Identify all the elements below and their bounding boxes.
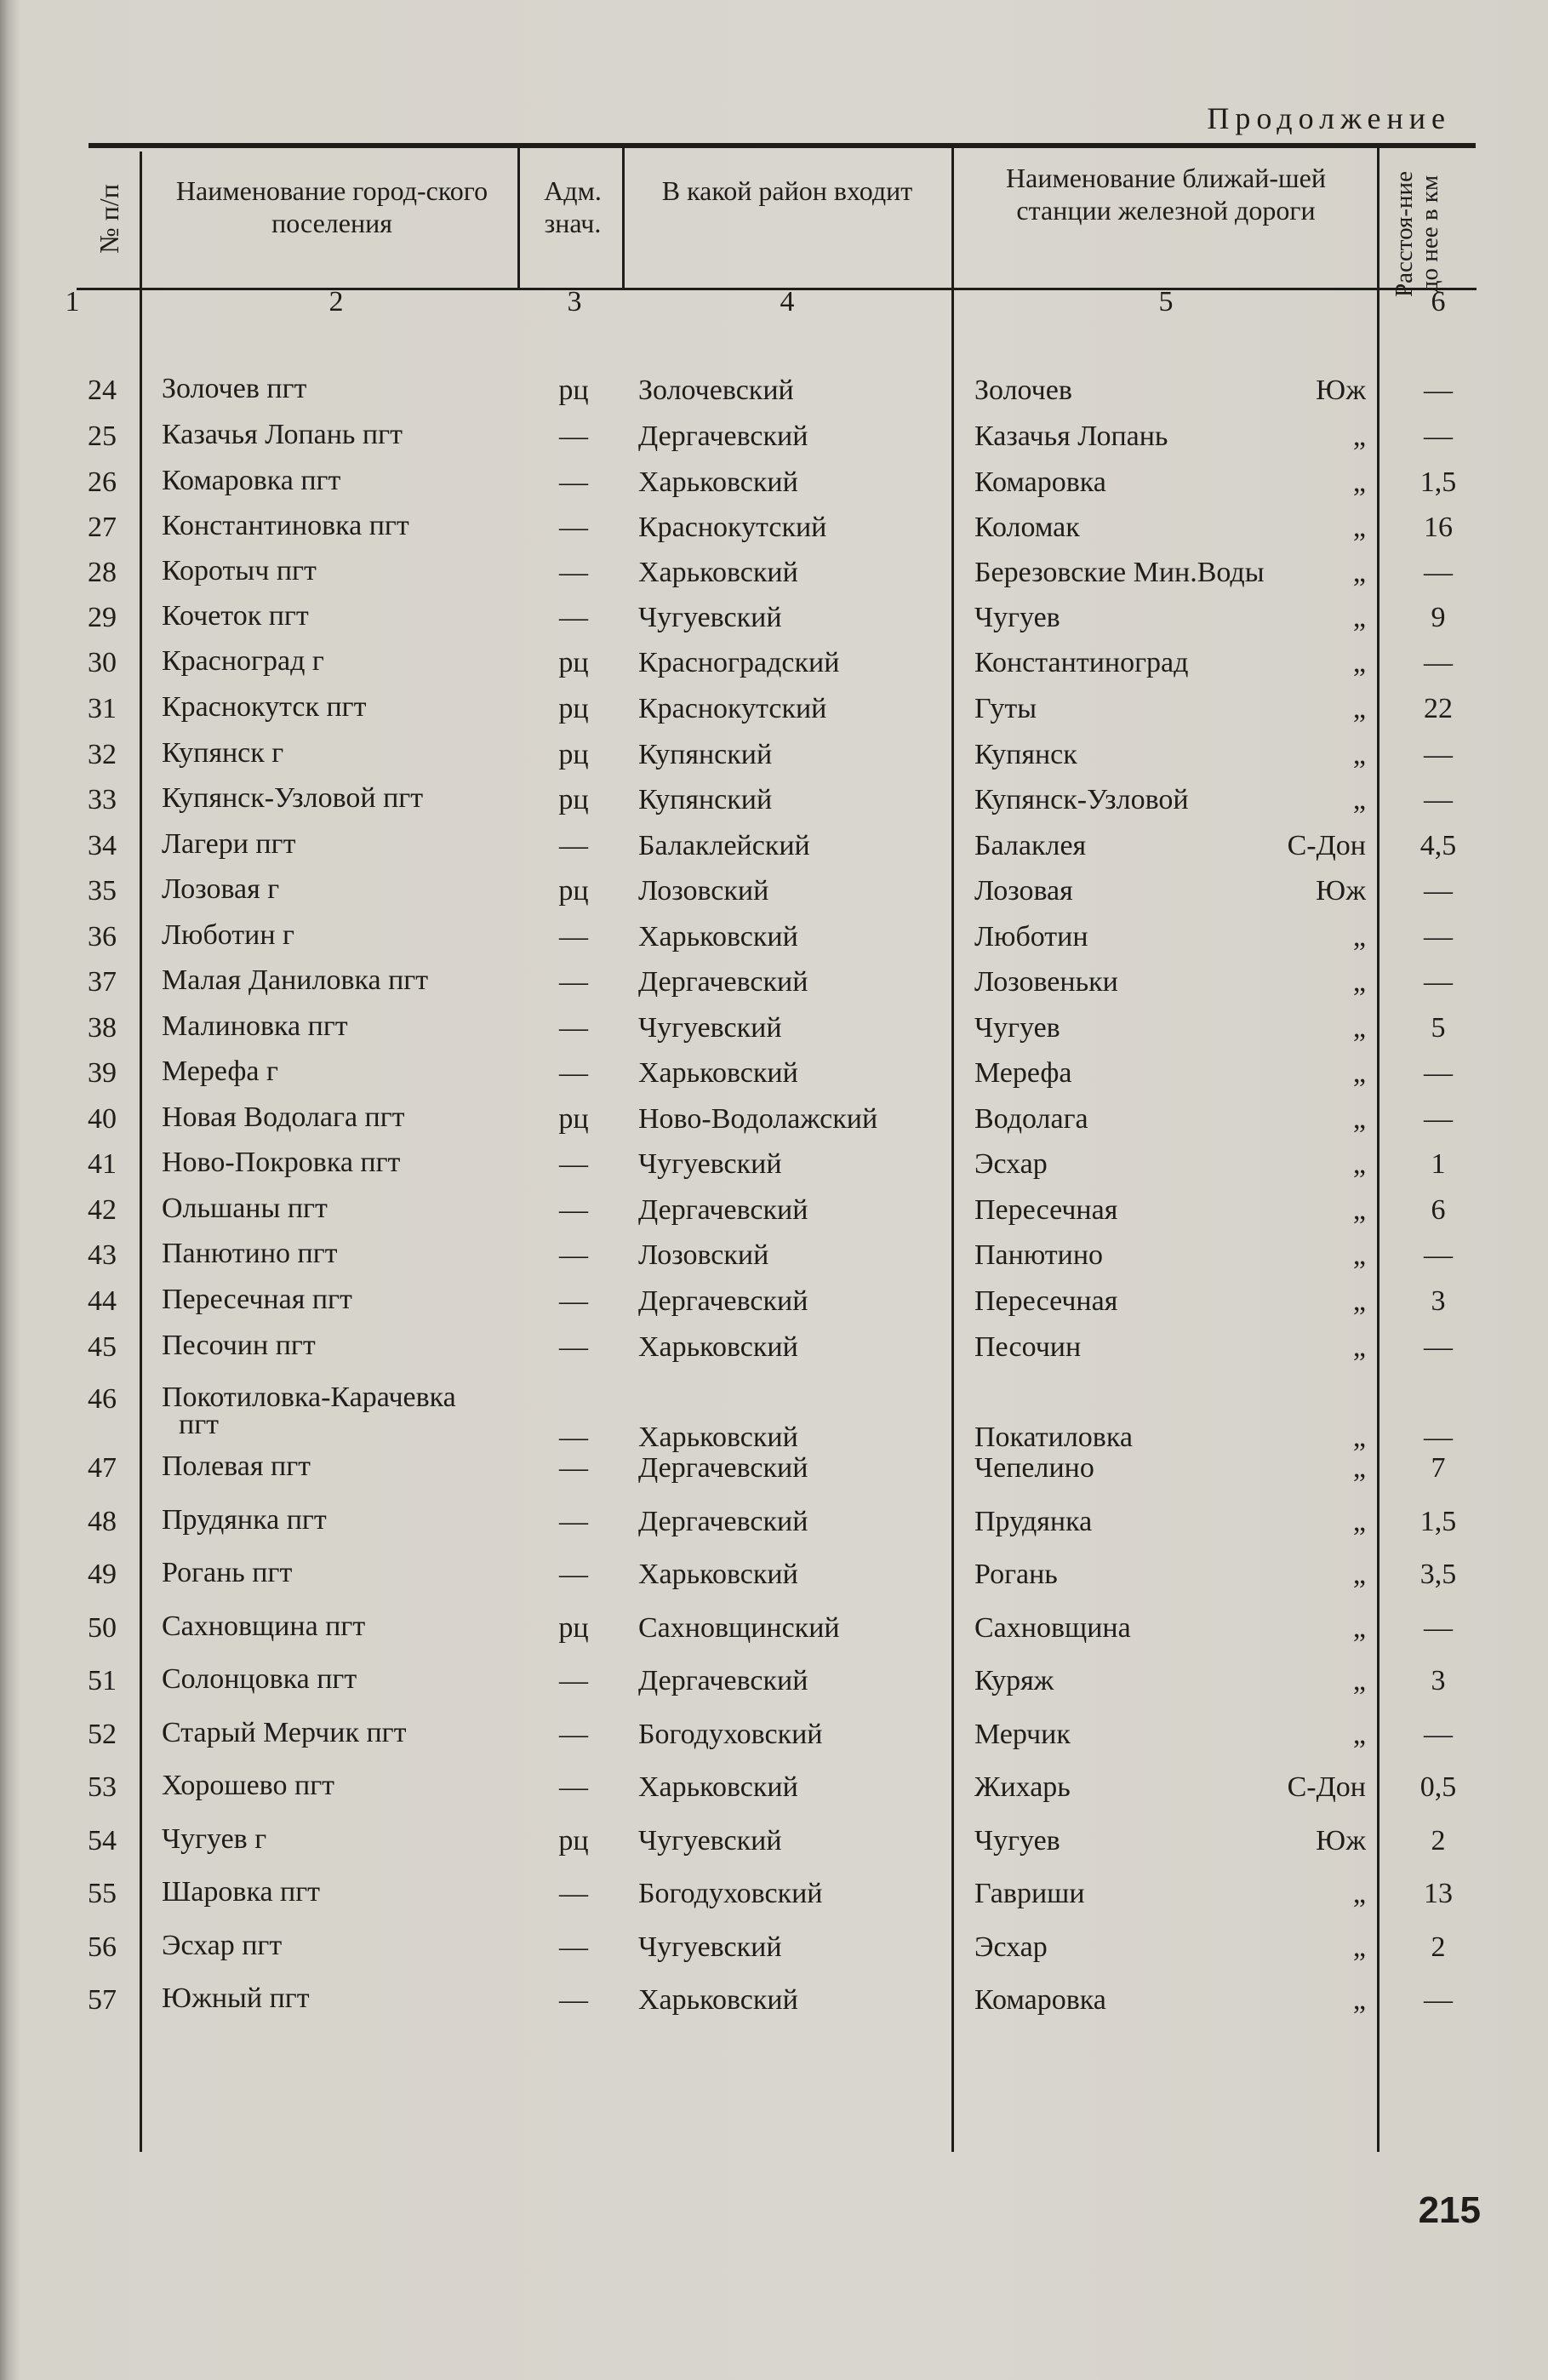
- railway-station: Пересечная: [974, 1194, 1118, 1226]
- administrative-status: —: [559, 1285, 588, 1317]
- railway-line: „: [1352, 1422, 1366, 1453]
- railway-station: Чепелино: [974, 1452, 1094, 1484]
- row-number: 25: [88, 421, 117, 452]
- row-number: 49: [88, 1559, 117, 1590]
- district-name: Харьковский: [638, 1771, 798, 1803]
- railway-station: Комаровка: [974, 1984, 1106, 2016]
- railway-line: „: [1352, 693, 1366, 724]
- settlement-name: Константиновка пгт: [162, 510, 409, 541]
- administrative-status: —: [559, 421, 588, 452]
- distance-km: 2: [1431, 1825, 1446, 1857]
- railway-line: „: [1352, 1506, 1366, 1537]
- railway-line: „: [1352, 1452, 1366, 1484]
- railway-line: Юж: [1316, 375, 1366, 406]
- railway-station: Казачья Лопань: [974, 421, 1168, 452]
- railway-station: Песочин: [974, 1331, 1082, 1363]
- settlement-name: Кочеток пгт: [162, 600, 309, 632]
- administrative-status: рц: [558, 875, 589, 907]
- district-name: Дергачевский: [638, 1285, 808, 1317]
- distance-km: 2: [1431, 1931, 1446, 1963]
- railway-station: Золочев: [974, 375, 1072, 406]
- distance-km: —: [1424, 1103, 1453, 1135]
- district-name: Дергачевский: [638, 1506, 808, 1537]
- administrative-status: рц: [558, 1612, 589, 1644]
- distance-km: —: [1424, 739, 1453, 770]
- district-name: Харьковский: [638, 1984, 798, 2016]
- row-number: 52: [88, 1719, 117, 1750]
- railway-line: С-Дон: [1287, 1771, 1366, 1803]
- settlement-name: Ольшаны пгт: [162, 1193, 328, 1224]
- district-name: Лозовский: [638, 875, 769, 907]
- railway-line: „: [1352, 1194, 1366, 1226]
- administrative-status: рц: [558, 784, 589, 815]
- district-name: Лозовский: [638, 1239, 769, 1271]
- settlement-name: Мерефа г: [162, 1056, 278, 1087]
- railway-line: „: [1352, 647, 1366, 678]
- row-number: 39: [88, 1057, 117, 1089]
- railway-line: „: [1352, 557, 1366, 588]
- railway-line: „: [1352, 1103, 1366, 1135]
- distance-km: —: [1424, 375, 1453, 406]
- row-number: 55: [88, 1878, 117, 1909]
- settlement-name: Лагери пгт: [162, 828, 296, 860]
- district-name: Богодуховский: [638, 1719, 823, 1750]
- settlement-name: Старый Мерчик пгт: [162, 1717, 407, 1748]
- administrative-status: —: [559, 466, 588, 498]
- district-name: Балаклейский: [638, 830, 810, 861]
- settlement-name: Панютино пгт: [162, 1238, 338, 1269]
- administrative-status: —: [559, 1719, 588, 1750]
- settlement-name: Малиновка пгт: [162, 1010, 348, 1042]
- district-name: Харьковский: [638, 1422, 798, 1453]
- administrative-status: —: [559, 1984, 588, 2016]
- railway-line: „: [1352, 1285, 1366, 1317]
- railway-station: Гавриши: [974, 1878, 1085, 1909]
- administrative-status: рц: [558, 647, 589, 678]
- district-name: Чугуевский: [638, 1825, 782, 1857]
- railway-station: Балаклея: [974, 830, 1087, 861]
- administrative-status: —: [559, 1771, 588, 1803]
- railway-line: „: [1352, 1612, 1366, 1644]
- distance-km: —: [1424, 647, 1453, 678]
- administrative-status: рц: [558, 739, 589, 770]
- settlement-name: Покотиловка-Карачевка: [162, 1382, 456, 1413]
- settlement-name: Шаровка пгт: [162, 1876, 321, 1908]
- row-number: 46: [88, 1383, 117, 1415]
- railway-line: „: [1352, 466, 1366, 498]
- row-number: 53: [88, 1771, 117, 1803]
- railway-station: Куряж: [974, 1665, 1054, 1696]
- railway-station: Комаровка: [974, 466, 1106, 498]
- distance-km: 3: [1431, 1285, 1446, 1317]
- distance-km: —: [1424, 1612, 1453, 1644]
- settlement-name: Коротыч пгт: [162, 555, 317, 586]
- distance-km: —: [1424, 921, 1453, 953]
- settlement-name: Казачья Лопань пгт: [162, 419, 403, 450]
- settlement-name: Прудянка пгт: [162, 1504, 327, 1536]
- railway-station: Эсхар: [974, 1148, 1048, 1180]
- railway-station: Купянск-Узловой: [974, 784, 1189, 815]
- distance-km: 3,5: [1419, 1559, 1457, 1590]
- administrative-status: —: [559, 1878, 588, 1909]
- district-name: Дергачевский: [638, 1665, 808, 1696]
- continuation-label: Продолжение: [1207, 101, 1451, 135]
- administrative-status: —: [559, 1012, 588, 1044]
- row-number: 28: [88, 557, 117, 588]
- district-name: Харьковский: [638, 921, 798, 953]
- railway-station: Чугуев: [974, 1012, 1060, 1044]
- row-number: 42: [88, 1194, 117, 1226]
- administrative-status: —: [559, 602, 588, 633]
- distance-km: —: [1424, 1422, 1453, 1453]
- district-name: Чугуевский: [638, 1148, 782, 1180]
- railway-station: Березовские Мин.Воды: [974, 557, 1265, 588]
- railway-line: „: [1352, 1331, 1366, 1363]
- administrative-status: —: [559, 1559, 588, 1590]
- administrative-status: —: [559, 1148, 588, 1180]
- administrative-status: —: [559, 921, 588, 953]
- row-number: 37: [88, 966, 117, 998]
- settlement-name: Малая Даниловка пгт: [162, 964, 429, 996]
- distance-km: —: [1424, 1719, 1453, 1750]
- railway-station: Люботин: [974, 921, 1088, 953]
- railway-line: Юж: [1316, 875, 1366, 907]
- administrative-status: —: [559, 1331, 588, 1363]
- administrative-status: —: [559, 1194, 588, 1226]
- railway-station: Мерчик: [974, 1719, 1071, 1750]
- row-number: 32: [88, 739, 117, 770]
- administrative-status: рц: [558, 375, 589, 406]
- column-number-3: 3: [567, 286, 582, 318]
- distance-km: 4,5: [1419, 830, 1457, 861]
- header-col1: № п/п: [94, 184, 124, 254]
- district-name: Ново-Водолажский: [638, 1103, 878, 1135]
- railway-line: „: [1352, 421, 1366, 452]
- district-name: Золочевский: [638, 375, 794, 406]
- district-name: Красноградский: [638, 647, 840, 678]
- row-number: 54: [88, 1825, 117, 1857]
- district-name: Чугуевский: [638, 1012, 782, 1044]
- district-name: Дергачевский: [638, 1452, 808, 1484]
- settlement-name: Краснокутск пгт: [162, 691, 367, 723]
- row-number: 43: [88, 1239, 117, 1271]
- administrative-status: рц: [558, 693, 589, 724]
- header-col5: Наименование ближай-шей станции железной дороги: [1006, 163, 1326, 226]
- district-name: Дергачевский: [638, 1194, 808, 1226]
- railway-station: Пересечная: [974, 1285, 1118, 1317]
- district-name: Харьковский: [638, 1057, 798, 1089]
- row-number: 51: [88, 1665, 117, 1696]
- railway-line: „: [1352, 1931, 1366, 1963]
- railway-line: „: [1352, 1878, 1366, 1909]
- column-divider-1: [140, 152, 142, 2152]
- railway-line: „: [1352, 512, 1366, 543]
- settlement-name: Золочев пгт: [162, 373, 307, 404]
- railway-station: Прудянка: [974, 1506, 1093, 1537]
- settlement-name: Южный пгт: [162, 1982, 310, 2014]
- distance-km: 9: [1431, 602, 1446, 633]
- district-name: Краснокутский: [638, 693, 827, 724]
- railway-station: Константиноград: [974, 647, 1189, 678]
- district-name: Харьковский: [638, 466, 798, 498]
- header-col3: Адм. знач.: [544, 175, 602, 238]
- district-name: Купянский: [638, 739, 773, 770]
- settlement-name: Хорошево пгт: [162, 1770, 335, 1801]
- distance-km: —: [1424, 421, 1453, 452]
- row-number: 38: [88, 1012, 117, 1044]
- district-name: Харьковский: [638, 557, 798, 588]
- district-name: Харьковский: [638, 1331, 798, 1363]
- distance-km: 0,5: [1419, 1771, 1457, 1803]
- distance-km: 16: [1424, 512, 1453, 543]
- district-name: Дергачевский: [638, 966, 808, 998]
- distance-km: —: [1424, 557, 1453, 588]
- administrative-status: —: [559, 830, 588, 861]
- railway-station: Сахновщина: [974, 1612, 1131, 1644]
- row-number: 26: [88, 466, 117, 498]
- row-number: 30: [88, 647, 117, 678]
- railway-station: Водолага: [974, 1103, 1088, 1135]
- column-number-1: 1: [65, 286, 80, 318]
- distance-km: 13: [1424, 1878, 1453, 1909]
- railway-station: Гуты: [974, 693, 1037, 724]
- railway-station: Жихарь: [974, 1771, 1071, 1803]
- header-col2: Наименование город-ского поселения: [175, 175, 488, 238]
- district-name: Чугуевский: [638, 1931, 782, 1963]
- railway-line: „: [1352, 1057, 1366, 1089]
- page-number: 215: [1418, 2189, 1481, 2231]
- railway-line: „: [1352, 1665, 1366, 1696]
- row-number: 29: [88, 602, 117, 633]
- railway-line: „: [1352, 739, 1366, 770]
- settlement-name: Рогань пгт: [162, 1557, 293, 1588]
- railway-station: Покатиловка: [974, 1422, 1133, 1453]
- railway-line: „: [1352, 1719, 1366, 1750]
- row-number: 36: [88, 921, 117, 953]
- distance-km: 3: [1431, 1665, 1446, 1696]
- railway-line: „: [1352, 1984, 1366, 2016]
- distance-km: —: [1424, 1331, 1453, 1363]
- settlement-name-line2: пгт: [179, 1409, 219, 1440]
- administrative-status: —: [559, 1506, 588, 1537]
- column-divider-4: [951, 148, 954, 2152]
- distance-km: —: [1424, 1239, 1453, 1271]
- column-number-2: 2: [328, 286, 344, 318]
- distance-km: —: [1424, 1984, 1453, 2016]
- settlement-name: Новая Водолага пгт: [162, 1101, 405, 1133]
- administrative-status: —: [559, 512, 588, 543]
- row-number: 27: [88, 512, 117, 543]
- settlement-name: Ново-Покровка пгт: [162, 1147, 401, 1178]
- railway-line: „: [1352, 966, 1366, 998]
- district-name: Купянский: [638, 784, 773, 815]
- row-number: 47: [88, 1452, 117, 1484]
- row-number: 35: [88, 875, 117, 907]
- column-number-4: 4: [780, 286, 795, 318]
- administrative-status: —: [559, 1665, 588, 1696]
- railway-station: Лозовая: [974, 875, 1073, 907]
- settlement-name: Пересечная пгт: [162, 1284, 352, 1315]
- administrative-status: —: [559, 1422, 588, 1453]
- administrative-status: —: [559, 1239, 588, 1271]
- header-col4: В какой район входит: [661, 175, 913, 206]
- distance-km: 1: [1431, 1148, 1446, 1180]
- distance-km: —: [1424, 875, 1453, 907]
- distance-km: 5: [1431, 1012, 1446, 1044]
- railway-line: „: [1352, 921, 1366, 953]
- settlement-name: Полевая пгт: [162, 1450, 311, 1482]
- railway-line: С-Дон: [1287, 830, 1366, 861]
- row-number: 45: [88, 1331, 117, 1363]
- railway-line: „: [1352, 1148, 1366, 1180]
- distance-km: —: [1424, 966, 1453, 998]
- railway-station: Чугуев: [974, 1825, 1060, 1857]
- row-number: 44: [88, 1285, 117, 1317]
- settlement-name: Люботин г: [162, 919, 295, 951]
- railway-line: „: [1352, 784, 1366, 815]
- railway-station: Эсхар: [974, 1931, 1048, 1963]
- row-number: 34: [88, 830, 117, 861]
- row-number: 40: [88, 1103, 117, 1135]
- column-divider-2: [517, 148, 520, 289]
- railway-line: „: [1352, 1559, 1366, 1590]
- railway-station: Коломак: [974, 512, 1080, 543]
- settlement-name: Песочин пгт: [162, 1330, 316, 1361]
- table-top-rule: [89, 143, 1476, 148]
- district-name: Богодуховский: [638, 1878, 823, 1909]
- railway-line: „: [1352, 602, 1366, 633]
- distance-km: 6: [1431, 1194, 1446, 1226]
- railway-line: Юж: [1316, 1825, 1366, 1857]
- railway-station: Рогань: [974, 1559, 1058, 1590]
- district-name: Чугуевский: [638, 602, 782, 633]
- column-number-5: 5: [1158, 286, 1174, 318]
- settlement-name: Красноград г: [162, 645, 324, 677]
- distance-km: 7: [1431, 1452, 1446, 1484]
- settlement-name: Сахновщина пгт: [162, 1611, 366, 1642]
- row-number: 56: [88, 1931, 117, 1963]
- railway-station: Лозовеньки: [974, 966, 1118, 998]
- settlement-name: Чугуев г: [162, 1823, 267, 1855]
- row-number: 41: [88, 1148, 117, 1180]
- railway-station: Панютино: [974, 1239, 1104, 1271]
- administrative-status: —: [559, 1057, 588, 1089]
- railway-station: Чугуев: [974, 602, 1060, 633]
- settlement-name: Комаровка пгт: [162, 465, 341, 496]
- row-number: 50: [88, 1612, 117, 1644]
- distance-km: 1,5: [1419, 466, 1457, 498]
- settlement-name: Купянск г: [162, 737, 284, 769]
- railway-station: Купянск: [974, 739, 1077, 770]
- railway-line: „: [1352, 1012, 1366, 1044]
- distance-km: —: [1424, 784, 1453, 815]
- settlement-name: Эсхар пгт: [162, 1930, 283, 1961]
- administrative-status: —: [559, 557, 588, 588]
- row-number: 33: [88, 784, 117, 815]
- row-number: 57: [88, 1984, 117, 2016]
- settlement-name: Солонцовка пгт: [162, 1663, 357, 1695]
- settlement-name: Купянск-Узловой пгт: [162, 782, 424, 814]
- row-number: 31: [88, 693, 117, 724]
- distance-km: —: [1424, 1057, 1453, 1089]
- administrative-status: —: [559, 1452, 588, 1484]
- row-number: 24: [88, 375, 117, 406]
- administrative-status: —: [559, 1931, 588, 1963]
- railway-station: Мерефа: [974, 1057, 1072, 1089]
- distance-km: 1,5: [1419, 1506, 1457, 1537]
- settlement-name: Лозовая г: [162, 873, 280, 905]
- row-number: 48: [88, 1506, 117, 1537]
- district-name: Сахновщинский: [638, 1612, 840, 1644]
- administrative-status: —: [559, 966, 588, 998]
- header-col6: Расстоя-ние до нее в км: [1391, 171, 1443, 297]
- district-name: Дергачевский: [638, 421, 808, 452]
- column-divider-3: [622, 148, 625, 289]
- district-name: Харьковский: [638, 1559, 798, 1590]
- column-number-6: 6: [1431, 286, 1446, 318]
- railway-line: „: [1352, 1239, 1366, 1271]
- administrative-status: рц: [558, 1825, 589, 1857]
- district-name: Краснокутский: [638, 512, 827, 543]
- distance-km: 22: [1424, 693, 1453, 724]
- administrative-status: рц: [558, 1103, 589, 1135]
